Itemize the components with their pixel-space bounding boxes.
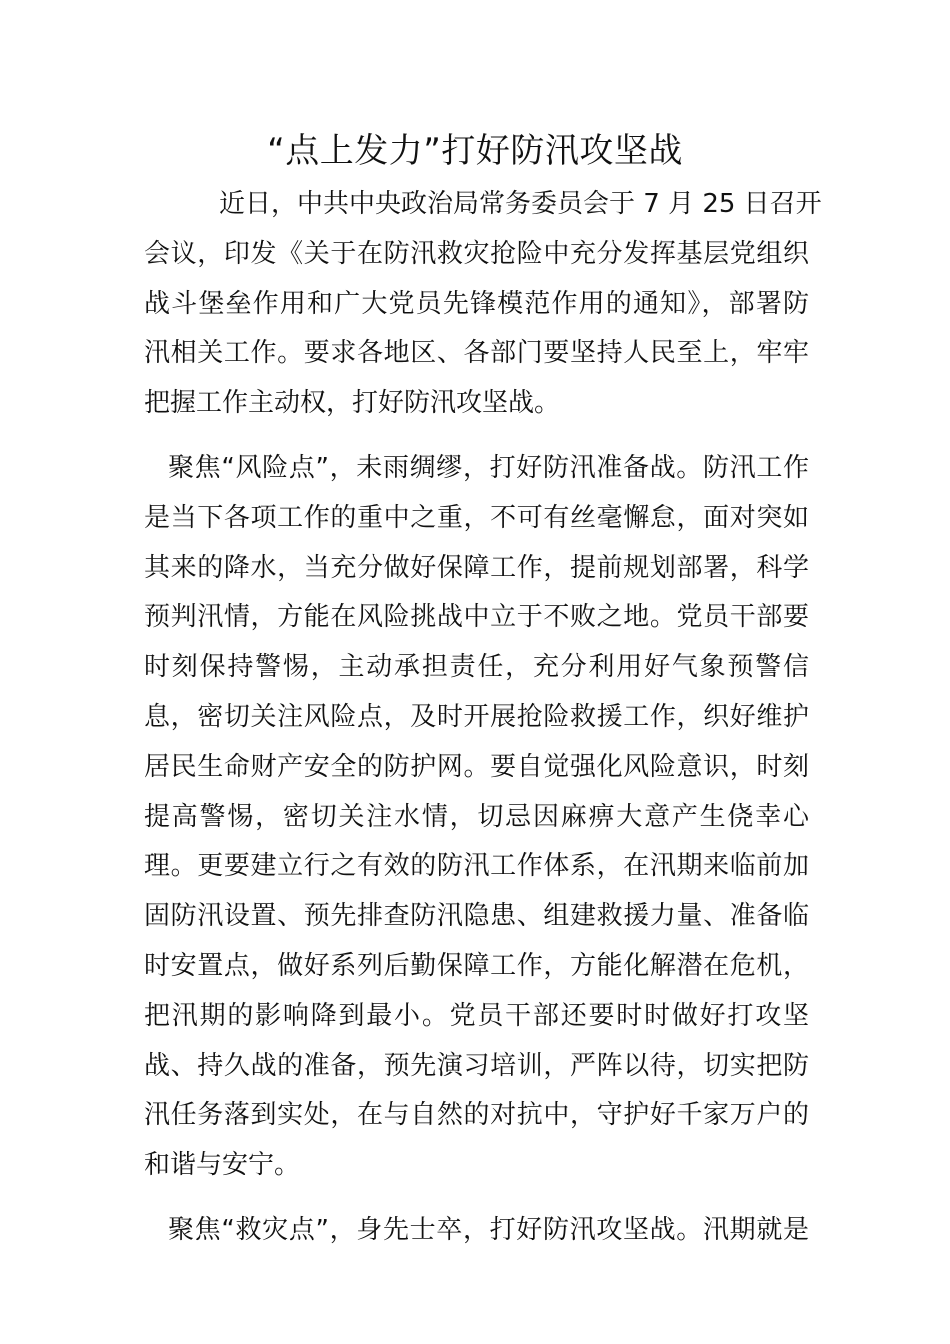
- text-line: 会议，印发《关于在防汛救灾抢险中充分发挥基层党组织: [144, 238, 809, 269]
- text-line: 聚焦“救灾点”，身先士卒，打好防汛攻坚战。汛期就是: [168, 1214, 809, 1245]
- text-line: 把握工作主动权，打好防汛攻坚战。: [144, 388, 561, 419]
- paragraph-rescue-point: [144, 1206, 809, 1256]
- text-line: 战斗堡垒作用和广大党员先锋模范作用的通知》，部署防: [144, 288, 809, 319]
- text-line: 提高警惕，密切关注水情，切忌因麻痹大意产生侥幸心: [144, 801, 809, 832]
- text-line: 居民生命财产安全的防护网。要自觉强化风险意识，时刻: [144, 751, 809, 782]
- text-line: 预判汛情，方能在风险挑战中立于不败之地。党员干部要: [144, 602, 809, 633]
- paragraph-risk-point: [144, 444, 809, 1191]
- text-line: 汛相关工作。要求各地区、各部门要坚持人民至上，牢牢: [144, 338, 809, 369]
- document-title: “点上发力”打好防汛攻坚战: [267, 131, 683, 171]
- text-line: 聚焦“风险点”，未雨绸缪，打好防汛准备战。防汛工作: [168, 452, 809, 483]
- text-line: 和谐与安宁。: [144, 1150, 301, 1181]
- paragraph-spacer: [144, 429, 809, 444]
- text-line: 汛任务落到实处，在与自然的对抗中，守护好千家万户的: [144, 1100, 809, 1131]
- paragraph-intro: [144, 180, 822, 429]
- text-line: 把汛期的影响降到最小。党员干部还要时时做好打攻坚: [144, 1000, 809, 1031]
- text-line: 固防汛设置、预先排查防汛隐患、组建救援力量、准备临: [144, 901, 809, 932]
- text-line: 时刻保持警惕，主动承担责任，充分利用好气象预警信: [144, 652, 809, 683]
- text-line: 息，密切关注风险点，及时开展抢险救援工作，织好维护: [144, 701, 809, 732]
- text-line: 时安置点，做好系列后勤保障工作，方能化解潜在危机，: [144, 950, 809, 981]
- text-line: 是当下各项工作的重中之重，不可有丝毫懈怠，面对突如: [144, 502, 809, 533]
- text-line: 近日，中共中央政治局常务委员会于 7 月 25 日召开: [219, 189, 822, 219]
- paragraph-spacer: [144, 1191, 809, 1206]
- text-line: 战、持久战的准备，预先演习培训，严阵以待，切实把防: [144, 1050, 809, 1081]
- text-line: 其来的降水，当充分做好保障工作，提前规划部署，科学: [144, 552, 809, 583]
- text-line: 理。更要建立行之有效的防汛工作体系，在汛期来临前加: [144, 851, 809, 882]
- document-body: [144, 180, 822, 1256]
